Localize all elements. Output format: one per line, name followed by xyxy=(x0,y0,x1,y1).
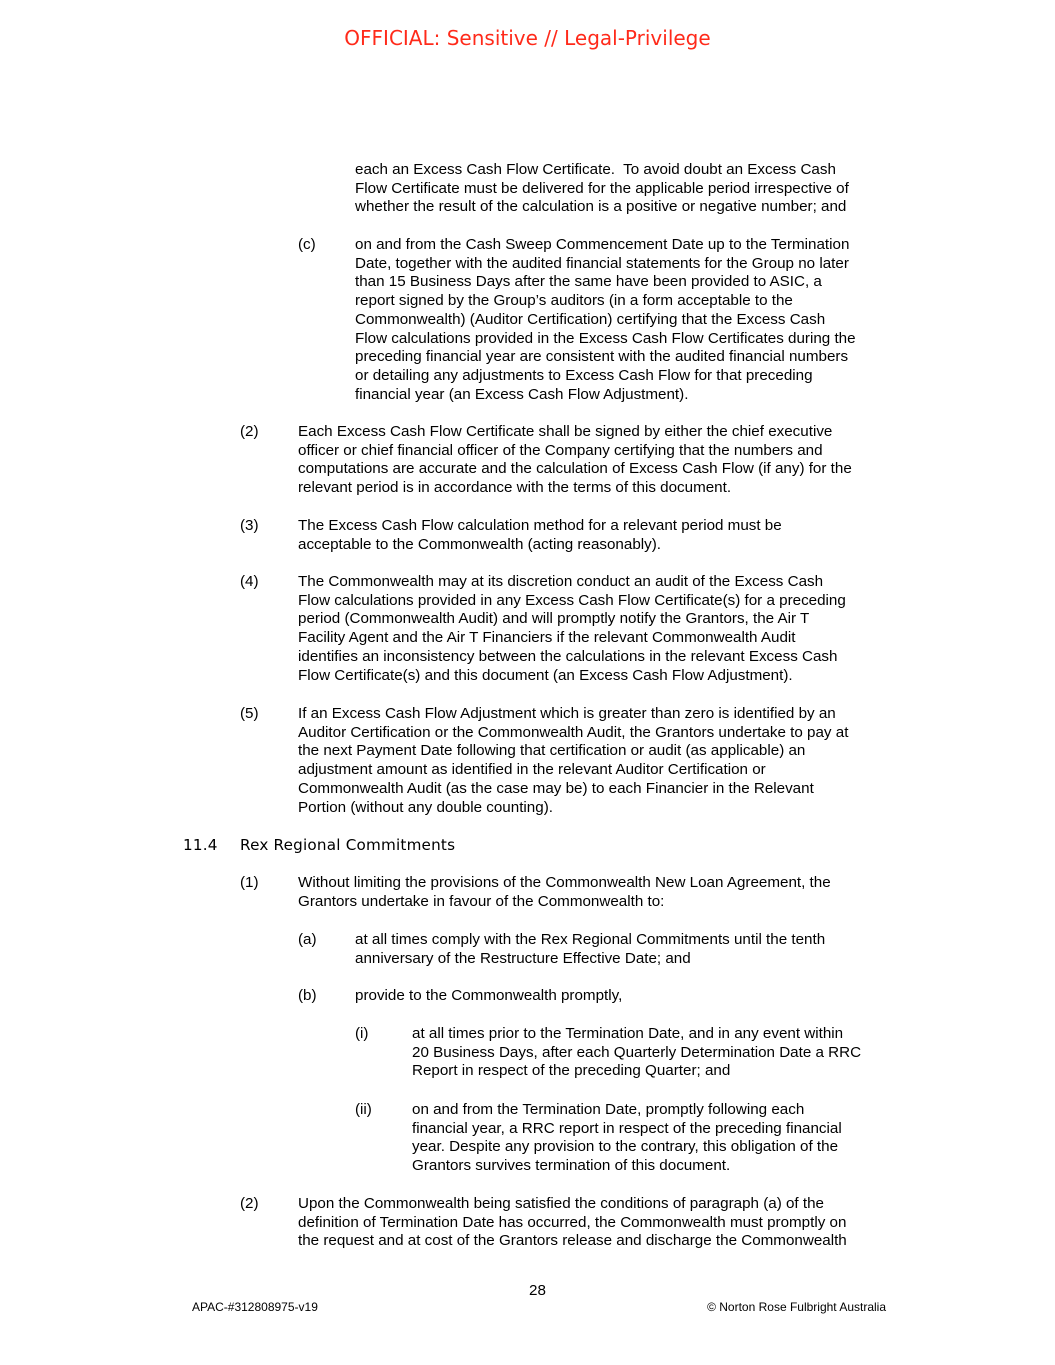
text-line: Flow calculations provided in the Excess Cash Flow Certificates during the xyxy=(355,329,856,347)
text-line: provide to the Commonwealth promptly, xyxy=(355,987,623,1004)
page-number: 28 xyxy=(529,1282,546,1299)
text-line: adjustment amount as identified in the relevant Auditor Certification or xyxy=(298,761,766,779)
text-line: Flow Certificate must be delivered for the applicable period irrespective of xyxy=(355,179,849,197)
copyright-notice: © Norton Rose Fulbright Australia xyxy=(707,1300,886,1314)
item-label-3: (3) xyxy=(240,517,259,534)
text-line: each an Excess Cash Flow Certificate. To avoid doubt an Excess Cash xyxy=(355,161,836,178)
text-line: acceptable to the Commonwealth (acting reasonably). xyxy=(298,535,662,553)
text-line: on and from the Cash Sweep Commencement Date up to the Termination xyxy=(355,236,850,253)
item-2-text xyxy=(298,423,852,498)
text-line: If an Excess Cash Flow Adjustment which is greater than zero is identified by an xyxy=(298,705,836,722)
text-line: or detailing any adjustments to Excess Cash Flow for that preceding xyxy=(355,366,813,384)
text-line: preceding financial year are consistent with the audited financial numbers xyxy=(355,348,849,366)
item-a-text xyxy=(355,931,825,968)
item-label-ii: (ii) xyxy=(355,1101,372,1118)
text-line: Grantors survives termination of this document. xyxy=(412,1157,731,1175)
text-line: The Commonwealth may at its discretion conduct an audit of the Excess Cash xyxy=(298,573,824,590)
text-line: Without limiting the provisions of the Commonwealth New Loan Agreement, the xyxy=(298,874,831,891)
item-label-5: (5) xyxy=(240,705,259,722)
text-line: at all times comply with the Rex Regional Commitments until the tenth xyxy=(355,931,826,948)
item-1-text xyxy=(298,874,831,911)
text-line: identifies an inconsistency between the calculations in the relevant Excess Cash xyxy=(298,647,838,665)
item-label-1: (1) xyxy=(240,874,259,891)
text-line: at all times prior to the Termination Date, and in any event within xyxy=(412,1025,844,1042)
item-label-i: (i) xyxy=(355,1025,369,1042)
text-line: anniversary of the Restructure Effective Date; and xyxy=(355,949,691,967)
text-line: year. Despite any provision to the contrary, this obligation of the xyxy=(412,1138,839,1156)
text-line: Flow calculations provided in any Excess Cash Flow Certificate(s) for a preceding xyxy=(298,591,846,609)
text-line: Facility Agent and the Air T Financiers if the relevant Commonwealth Audit xyxy=(298,629,796,647)
text-line: financial year (an Excess Cash Flow Adjustment). xyxy=(355,385,689,403)
item-ii-text xyxy=(412,1101,842,1176)
text-line: Date, together with the audited financial statements for the Group no later xyxy=(355,254,849,272)
item-label-a: (a) xyxy=(298,931,317,948)
item-i-text xyxy=(412,1025,861,1081)
text-line: Grantors undertake in favour of the Commonwealth to: xyxy=(298,892,665,910)
document-reference: APAC-#312808975-v19 xyxy=(192,1300,318,1314)
text-line: computations are accurate and the calculation of Excess Cash Flow (if any) for the xyxy=(298,460,852,478)
text-line: definition of Termination Date has occurred, the Commonwealth must promptly on xyxy=(298,1213,847,1231)
text-line: relevant period is in accordance with the terms of this document. xyxy=(298,479,732,497)
item-c-text xyxy=(355,236,856,404)
item-4-text xyxy=(298,573,846,685)
text-line: Auditor Certification or the Commonwealth Audit, the Grantors undertake to pay at xyxy=(298,723,849,741)
item-label-2b: (2) xyxy=(240,1195,259,1212)
item-2b-text xyxy=(298,1195,847,1251)
section-number: 11.4 xyxy=(183,836,218,854)
text-line: the next Payment Date following that certification or audit (as applicable) an xyxy=(298,742,806,760)
text-line: whether the result of the calculation is a positive or negative number; and xyxy=(355,198,847,216)
text-line: on and from the Termination Date, promptly following each xyxy=(412,1101,805,1118)
text-line: 20 Business Days, after each Quarterly Determination Date a RRC xyxy=(412,1043,862,1061)
item-b-text xyxy=(355,987,622,1006)
text-line: financial year, a RRC report in respect of the preceding financial xyxy=(412,1119,842,1137)
item-label-c: (c) xyxy=(298,236,316,253)
text-line: Commonwealth Audit (as the case may be) to each Financier in the Relevant xyxy=(298,779,814,797)
text-line: period (Commonwealth Audit) and will promptly notify the Grantors, the Air T xyxy=(298,610,810,628)
section-heading: Rex Regional Commitments xyxy=(240,836,456,854)
text-line: Report in respect of the preceding Quarter; and xyxy=(412,1062,731,1080)
text-line: Each Excess Cash Flow Certificate shall be signed by either the chief executive xyxy=(298,423,833,440)
paragraph-continuation xyxy=(355,161,849,217)
text-line: report signed by the Group’s auditors (in a form acceptable to the xyxy=(355,292,793,310)
item-label-b: (b) xyxy=(298,987,317,1004)
text-line: the request and at cost of the Grantors release and discharge the Commonwealth xyxy=(298,1232,847,1250)
item-3-text xyxy=(298,517,782,554)
item-label-2: (2) xyxy=(240,423,259,440)
text-line: Flow Certificate(s) and this document (an Excess Cash Flow Adjustment). xyxy=(298,666,793,684)
text-line: Portion (without any double counting). xyxy=(298,798,553,816)
text-line: than 15 Business Days after the same have been provided to ASIC, a xyxy=(355,273,822,291)
item-5-text xyxy=(298,705,848,817)
text-line: Upon the Commonwealth being satisfied the conditions of paragraph (a) of the xyxy=(298,1195,824,1212)
text-line: The Excess Cash Flow calculation method for a relevant period must be xyxy=(298,517,782,534)
text-line: officer or chief financial officer of the Company certifying that the numbers and xyxy=(298,441,823,459)
classification-marking: OFFICIAL: Sensitive // Legal-Privilege xyxy=(344,26,711,50)
item-label-4: (4) xyxy=(240,573,259,590)
text-line: Commonwealth) (Auditor Certification) certifying that the Excess Cash xyxy=(355,310,826,328)
